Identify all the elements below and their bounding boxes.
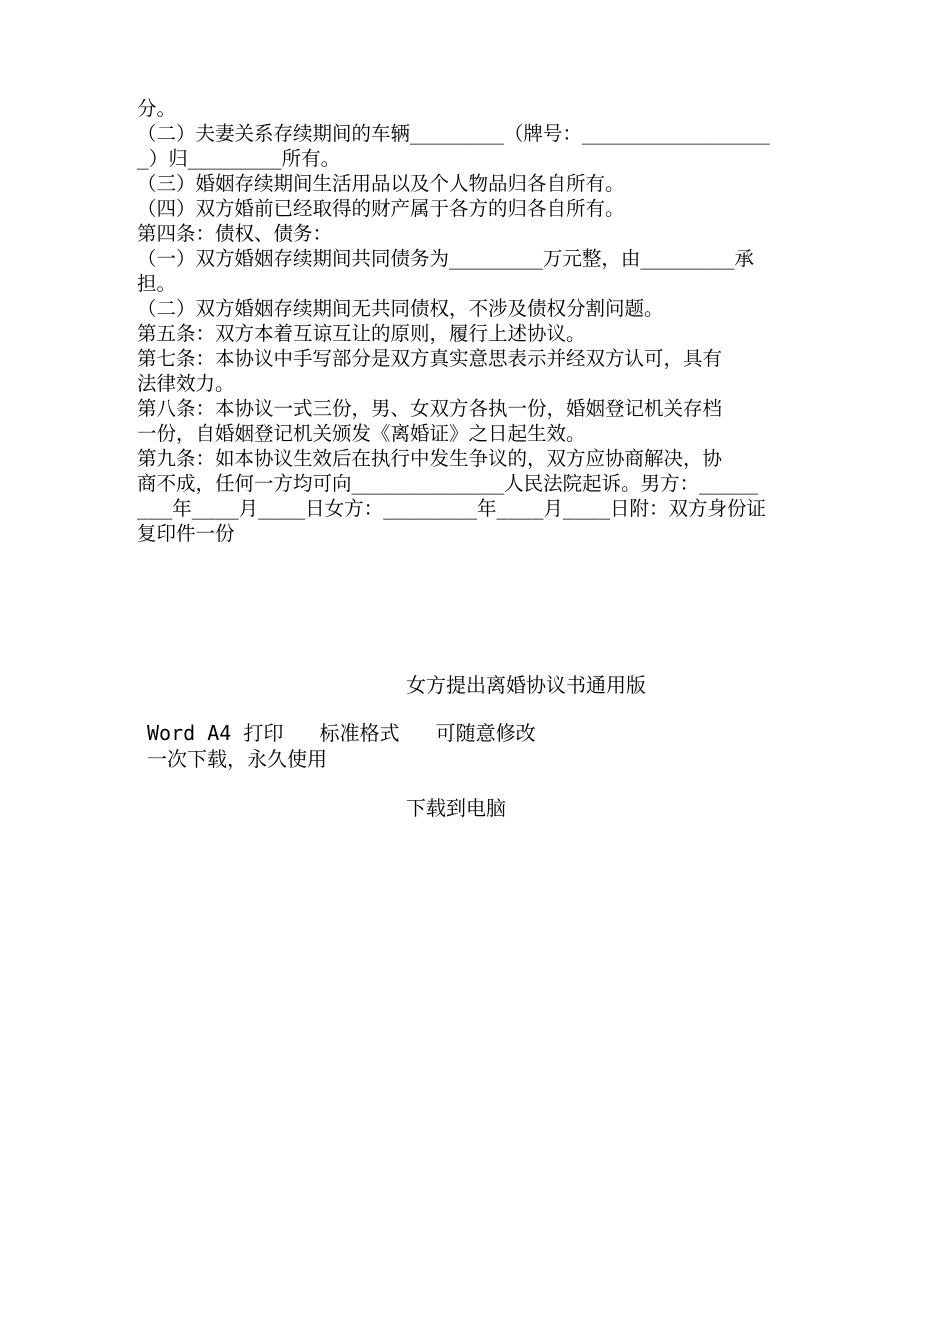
- agreement-body-text: [137, 96, 817, 546]
- text-line: 第七条：本协议中手写部分是双方真实意思表示并经双方认可，具有: [137, 347, 723, 370]
- text-line: （一）双方婚姻存续期间共同债务为________万元整，由________承: [137, 247, 754, 270]
- feature-line: 一次下载，永久使用: [147, 747, 327, 771]
- text-line: 商不成，任何一方均可向_____________人民法院起诉。男方：_____: [137, 472, 758, 495]
- text-line: 担。: [137, 272, 177, 295]
- text-line: （三）婚姻存续期间生活用品以及个人物品归各自所有。: [137, 172, 625, 195]
- text-line: 第八条：本协议一式三份，男、女双方各执一份，婚姻登记机关存档: [137, 397, 723, 420]
- text-line: ___年____月____日女方：________年____月____日附：双方身份证: [137, 497, 766, 520]
- text-line: （二）夫妻关系存续期间的车辆________（牌号：________________: [137, 122, 770, 145]
- text-line: （四）双方婚前已经取得的财产属于各方的归各自所有。: [137, 197, 625, 220]
- text-line: 复印件一份: [137, 522, 235, 545]
- promo-features: [147, 720, 536, 772]
- text-line: 法律效力。: [137, 372, 235, 395]
- feature-line: Word A4 打印 标准格式 可随意修改: [147, 721, 536, 745]
- text-line: _）归________所有。: [137, 147, 341, 170]
- text-line: 第五条：双方本着互谅互让的原则，履行上述协议。: [137, 322, 586, 345]
- text-line: 分。: [137, 97, 177, 120]
- text-line: 第四条：债权、债务：: [137, 222, 333, 245]
- download-to-computer-link[interactable]: 下载到电脑: [406, 796, 506, 820]
- text-line: 第九条：如本协议生效后在执行中发生争议的，双方应协商解决，协: [137, 447, 723, 470]
- text-line: 一份，自婚姻登记机关颁发《离婚证》之日起生效。: [137, 422, 586, 445]
- promo-title: 女方提出离婚协议书通用版: [406, 673, 646, 697]
- text-line: （二）双方婚姻存续期间无共同债权，不涉及债权分割问题。: [137, 297, 664, 320]
